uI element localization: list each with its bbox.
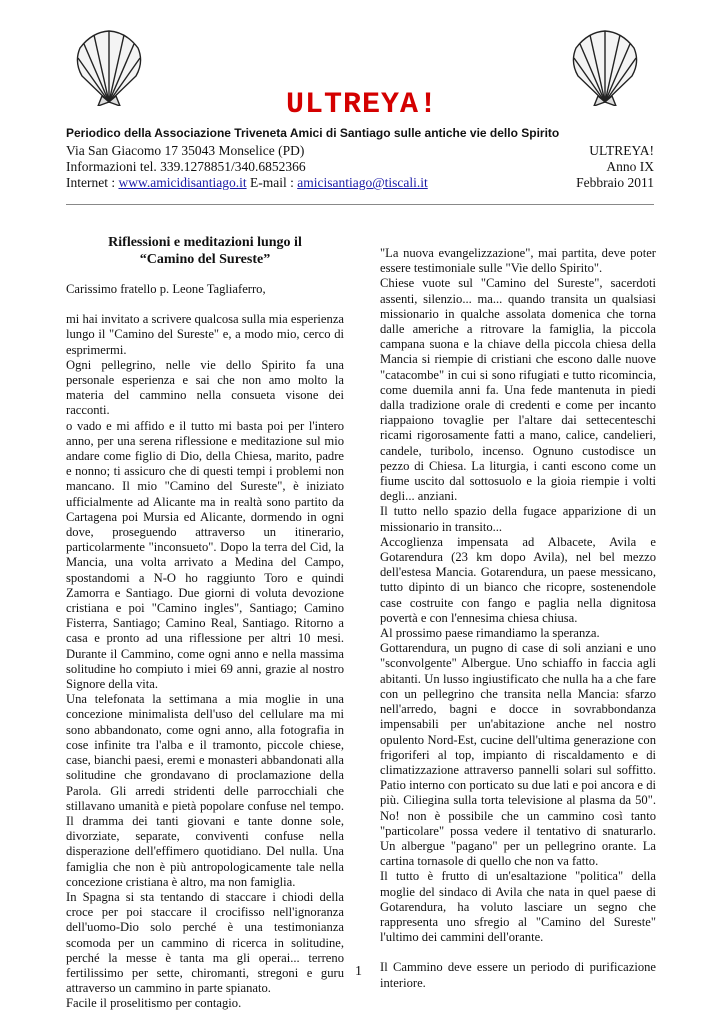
paragraph: Al prossimo paese rimandiamo la speranza.	[380, 626, 600, 641]
paragraph: Chiese vuote sul "Camino del Sureste", sacerdoti assenti, silenzio... ma... quando transita un qualsiasi missionario in qualche assolata domenica che torna dalle americhe a ritrovare la famiglia, la piccola campana suona e la chiave della piccola chiesa della Mancia si riempie di cristiani che escono dalle nuove "catacombe" in cui si sono rifugiati e tutto ricomincia, come duemila anni fa. Una fede mantenuta in piedi dalla tradizione orale di credenti e come per incanto riappaiono tovaglie per l'altare dai settecenteschi ricami rigorosamente fatti a mano, calice, candelieri, candele, turibolo, incenso. Ognuno custodisce un pezzo di Chiesa. La liturgia, i canti escono come un fiume uscito dal sottosuolo e la gioia riempie i volti degli... anziani.	[380, 276, 656, 504]
right-title: ULTREYA!	[589, 143, 654, 158]
paragraph: Accoglienza impensata ad Albacete, Avila e Gotarendura (23 km dopo Avila), nel bel mezzo dell'estesa Mancia. Gotarendura, un paese messicano, tutto dipinto di un bianco che ricopre, sostenendole case costruite con fango e paglia nella dignitosa povertà e con l'ennesima chiesa chiusa.	[380, 534, 656, 625]
article-title-line-2: “Camino del Sureste”	[139, 252, 271, 267]
header-divider	[66, 204, 654, 205]
paragraph: Una telefonata la settimana a mia moglie in una concezione minimalista dell'uso del cellulare ma mi sono abbandonato, come ogni anno, alla fotografia in cose infinite tra l'alba e il tramonto, piccole chiese, case, bianchi paesi, eremi e monasteri abbandonati alla solitudine che grondavano di proclamazione della Parola. Gli arredi stridenti delle parrocchiali che stillavano umanità e pietà popolare confuse nel tempo. Il dramma dei tanti giovani e tante donne sole, divorziate, separate, conviventi confuse nella disperazione dell'effimero quotidiano. Del nulla. Una famiglia che non è più antropologicamente tale nella concezione cristiana è altro, ma non famiglia.	[66, 692, 344, 889]
paragraph: Carissimo fratello p. Leone Tagliaferro,	[66, 282, 266, 296]
page-number: 1	[355, 964, 362, 979]
paragraph: Il tutto è frutto di un'esaltazione "politica" della moglie del sindaco di Avila che nata in quel paese di Gotarendura, ha voluto lasciare un segno che rappresenta uno sfregio al "Camino del Sureste" l'ultimo dei cammini dell'orante.	[380, 869, 656, 945]
paragraph: Il tutto nello spazio della fugace apparizione di un missionario in transito...	[380, 504, 656, 534]
paragraph: Facile il proselitismo per contagio.	[66, 996, 242, 1011]
paragraph: "La nuova evangelizzazione", mai partita, deve poter essere testimoniale sulle "Vie dello Spirito".	[380, 246, 656, 276]
email-label: E-mail :	[246, 175, 298, 190]
contact-line	[66, 175, 654, 191]
left-column	[66, 234, 344, 1012]
email-link[interactable]: amicisantiago@tiscali.it	[297, 175, 428, 190]
paragraph: In Spagna si sta tentando di staccare i chiodi della croce per poi staccare il crocifisso nell'ignoranza dell'uomo-Dio solo perché è una testimonianza scomoda per un cammino di ricerca in solitudine, perché la messe è tanta ma gli operai... terreno fertilissimo per sette, chiromanti, stregoni e guru attraverso un cammino in parte spianato.	[66, 889, 344, 996]
paragraph: mi hai invitato a scrivere qualcosa sulla mia esperienza lungo il "Camino del Sureste" e, a modo mio, cerco di esprimermi.	[66, 312, 344, 357]
website-link[interactable]: www.amicidisantiago.it	[118, 175, 247, 190]
phone-info: Informazioni tel. 339.1278851/340.6852366	[66, 159, 306, 174]
masthead-title: ULTREYA!	[285, 88, 439, 122]
masthead-subtitle: Periodico della Associazione Triveneta Amici di Santiago sulle antiche vie dello Spirito	[66, 126, 560, 140]
internet-label: Internet :	[66, 175, 119, 190]
address-line	[66, 143, 654, 159]
paragraph: Il Cammino deve essere un periodo di purificazione interiore.	[380, 960, 656, 990]
paragraph: Gottarendura, un pugno di case di soli anziani e uno "sconvolgente" Albergue. Uno schiaffo in faccia agli abitanti. Un lusso ingiustificato che nulla ha a che fare con un pellegrino che transita nella Mancia: sfarzo nell'arredo, bagni e docce in sovrabbondanza impensabili per un'abitazione anche nel nostro opulento Nord-Est, cucine dell'ultima generazione con frigoriferi al top, impianto di riscaldamento e di climatizzazione attraverso pannelli solari sul soffitto. Patio interno con porticato su due lati e poi ancora e di più. Ciliegina sulla torta televisione al plasma da 50". No! non è possibile che un cammino così tanto "particolare" possa vedere il tentativo di snaturarlo. Un albergue "pagano" per un pellegrino orante. La cartina tornasole di quello che non va fatto.	[380, 641, 656, 869]
article-title	[66, 234, 344, 268]
address: Via San Giacomo 17 35043 Monselice (PD)	[66, 143, 305, 158]
paragraph: Ogni pellegrino, nelle vie dello Spirito fa una personale esperienza e sai che non amo molto la materia del cammino nella consueta visone dei racconti.	[66, 357, 344, 418]
issue-date: Febbraio 2011	[576, 175, 654, 190]
info-line	[66, 159, 654, 175]
article-title-line-1: Riflessioni e meditazioni lungo il	[108, 235, 302, 250]
right-column	[380, 246, 656, 991]
issue-year: Anno IX	[606, 159, 654, 174]
paragraph: o vado e mi affido e il tutto mi basta poi per l'intero anno, per una serena riflessione e meditazione sul mio andare come figlio di Dio, della Chiesa, marito, padre e nonno; ti assicuro che di questi tempi i problemi non mancano. Il mio "Camino del Sureste", è iniziato ufficialmente ad Alicante ma in realtà sono partito da Cartagena poi Mursia ed Alicante, dormendo in ogni dove, proseguendo attraverso un itinerario, particolarmente "inconsueto". Dopo la terra del Cid, la Mancia, una volta arrivato a Medina del Campo, spostandomi a N-O ho raggiunto Toro e quindi Zamorra e Santiago. Due giorni di voluta devozione cristiana e poi "Camino ingles", Santiago; Camino Fisterra, Santiago; Camino Real, Santiago. Ritorno a casa e pronto ad una riflessione per altri 10 mesi. Durante il Cammino, come ogni anno e nella massima solitudine ho compiuto i miei 69 anni, grazie al nostro Signore della vita.	[66, 418, 344, 692]
